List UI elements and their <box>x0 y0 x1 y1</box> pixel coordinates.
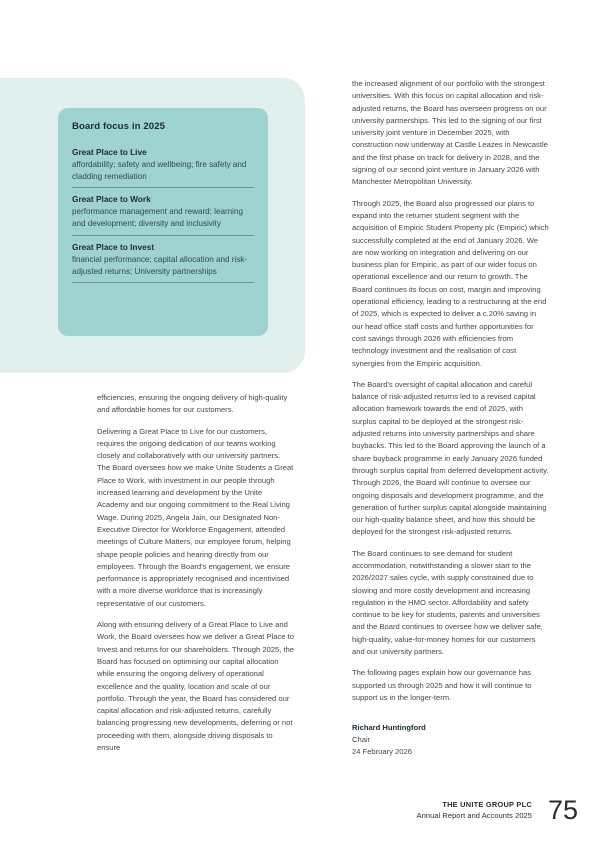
pillar-great-place-to-live <box>72 146 254 184</box>
paragraph: efficiencies, ensuring the ongoing delivery of high-quality and affordable homes for our customers. <box>97 393 288 415</box>
paragraph: the increased alignment of our portfolio with the strongest universities. With this focus on capital allocation and risk-adjusted returns, the Board has overseen progress on our university partnerships. This led to the signing of our first university joint venture in December 2025, with construction now underway at Castle Leazes in Newcastle and the first phase on track for delivery in 2028, and the signing of our second joint venture in January 2026 with Manchester Metropolitan University. <box>352 79 548 187</box>
pillar-title: Great Place to Live <box>72 146 147 157</box>
footer-company-name: THE UNITE GROUP PLC <box>442 799 532 809</box>
pillar-divider <box>72 235 254 236</box>
pillar-description: affordability; safety and wellbeing; fire safety and cladding remediation <box>72 159 247 181</box>
page-number: 75 <box>547 795 578 825</box>
signature-block <box>352 722 552 758</box>
pillar-description: financial performance; capital allocation and risk-adjusted returns; University partnerships <box>72 254 248 277</box>
body-text-right-column <box>352 78 549 704</box>
paragraph: The Board's oversight of capital allocation and careful balance of risk-adjusted returns led to a revised capital allocation framework towards the end of 2025, with surplus capital to be deployed at the strongest risk-adjusted returns into university partnerships and share buybacks. This led to the Board approving the launch of a share buyback programme in early January 2026 funded through surplus capital from deferred development activity. Through 2026, the Board will continue to oversee our ongoing disposals and development programme, and the generation of further surplus capital alongside maintaining our high-quality balance sheet, and how this should be deployed for the strongest risk-adjusted returns. <box>352 379 549 537</box>
pillar-great-place-to-work <box>72 193 254 231</box>
body-text-left-column <box>97 392 294 754</box>
paragraph: Along with ensuring delivery of a Great Place to Live and Work, the Board oversees how we deliver a Great Place to Invest and returns for our shareholders. Through 2025, the Board has focused on optimising our capital allocation while ensuring the ongoing delivery of operational excellence and the quality, location and scale of our portfolio. Through the year, the Board has considered our capital allocation and risk-adjusted returns, carefully balancing progressing new developments, deferring or not proceeding with them, alongside driving disposals to ensure <box>97 620 294 753</box>
board-focus-callout-box <box>58 108 268 336</box>
paragraph: The Board continues to see demand for student accommodation, notwithstanding a slower start to the 2026/2027 sales cycle, with supply constrained due to slowing and more costly development and increasing regulation in the HMO sector. Affordability and safety continue to be key for students, parents and universities and the Board continues to oversee how we deliver safe, high-quality, value-for-money homes for our customers and our university partners. <box>352 548 543 657</box>
pillar-title: Great Place to Invest <box>72 241 155 252</box>
pillar-divider <box>72 282 254 283</box>
pillar-description: performance management and reward; learning and development; diversity and inclusivity <box>72 207 243 229</box>
paragraph: Through 2025, the Board also progressed our plans to expand into the returner student segment with the acquisition of Empiric Student Property plc (Empiric) which successfully completed at the end of January 2026. We are now working on integration and delivering on our business plan for Empiric, as part of our wider focus on operational excellence and our return to growth. The Board continues its focus on cost, margin and improving operational efficiency, leading to a restructuring at the end of 2025, which is expected to deliver a c.20% saving in our head office staff costs and further opportunities for cost savings through 2026 with efficiencies from technology investment and the realisation of cost synergies from the Empiric acquisition. <box>352 198 549 368</box>
pillar-great-place-to-invest <box>72 241 254 279</box>
signatory-role: Chair <box>352 735 371 745</box>
paragraph: Delivering a Great Place to Live for our customers, requires the ongoing dedication of our teams working closely and collaboratively with our university partners. The Board oversees how we make Unite Students a Great Place to Work, with investment in our people through increased learning and development by the Unite Academy and our ongoing commitment to the Real Living Wage. During 2025, Angela Jain, our Designated Non-Executive Director for Workforce Engagement, attended meetings of Culture Matters, our employee forum, helping shape people policies and hearing directly from our employees. Through the Board's engagement, we ensure performance is appropriately recognised and incentivised with a more diverse workforce that is increasingly representative of our customers. <box>97 426 294 608</box>
page-footer <box>417 797 578 824</box>
pillar-divider <box>72 187 254 188</box>
signatory-name: Richard Huntingford <box>352 723 426 732</box>
paragraph: The following pages explain how our governance has supported us through 2025 and how it will continue to support us in the longer-term. <box>352 668 532 702</box>
signature-date: 24 February 2026 <box>352 747 412 757</box>
pillar-title: Great Place to Work <box>72 194 151 205</box>
footer-report-title: Annual Report and Accounts 2025 <box>416 810 532 820</box>
footer-text-block <box>417 800 532 821</box>
board-focus-title: Board focus in 2025 <box>72 121 166 132</box>
